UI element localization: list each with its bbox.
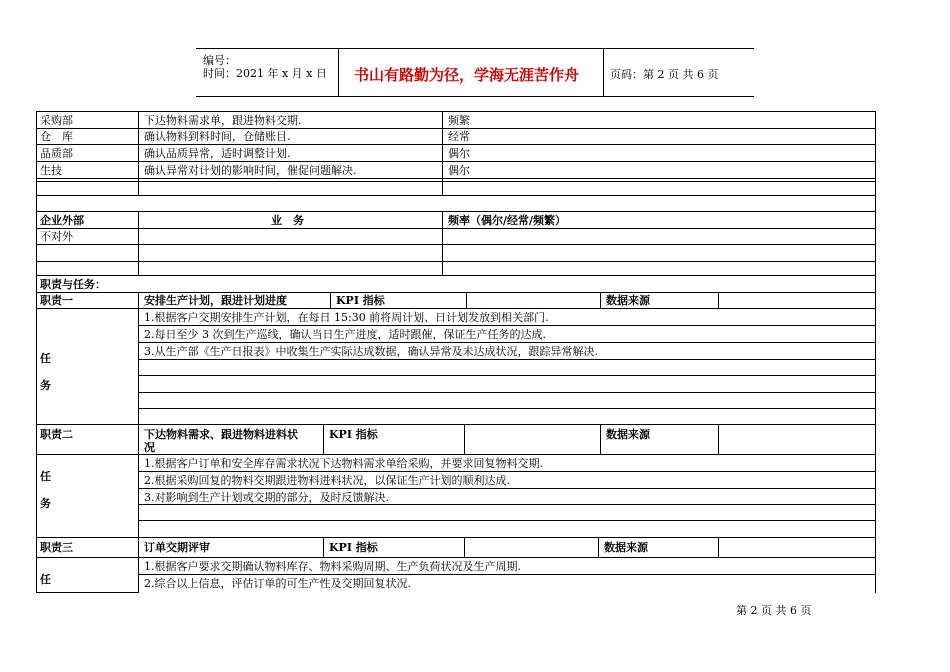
column-divider (464, 424, 465, 454)
header-bottom-border (196, 96, 754, 97)
column-divider (323, 424, 324, 454)
column-divider (718, 292, 719, 308)
row-border (138, 471, 876, 472)
row-border (138, 375, 876, 376)
task-label: 任 (40, 470, 51, 483)
header-divider (338, 48, 339, 97)
internal-dept-cell: 采购部 (40, 114, 73, 127)
task-label: 务 (40, 497, 51, 510)
row-border (36, 181, 876, 182)
kpi-label: KPI 指标 (336, 294, 385, 307)
row-border (36, 275, 876, 276)
row-border (36, 261, 876, 262)
header-motto: 书山有路勤为径，学海无涯苦作舟 (354, 66, 580, 84)
row-border (138, 342, 876, 343)
duty-label: 职责二 (40, 428, 73, 441)
internal-dept-cell: 品质部 (40, 147, 73, 160)
row-border (138, 504, 876, 505)
document-time: 时间：2021 年 x 月 x 日 (203, 67, 327, 80)
task-item: 3.从生产部《生产日报表》中收集生产实际达成数据，确认异常及未达成状况，跟踪异常解决. (144, 345, 598, 358)
column-divider (442, 111, 443, 195)
row-border (36, 144, 876, 145)
document-number-label: 编号： (203, 54, 236, 67)
task-item: 1.根据客户交期安排生产计划，在每日 15:30 前将周计划、日计划发放到相关部门. (144, 311, 549, 324)
column-divider (442, 211, 443, 275)
column-divider (138, 292, 139, 308)
column-divider (718, 424, 719, 454)
internal-business-cell: 确认物料到料时间，仓储账目. (144, 130, 291, 143)
row-border (36, 424, 876, 425)
duties-section-title: 职责与任务： (40, 278, 106, 291)
column-divider (598, 537, 599, 557)
row-border (36, 308, 876, 309)
internal-frequency-cell: 经常 (448, 130, 470, 143)
duty-title: 订单交期评审 (144, 541, 210, 554)
duty-title: 下达物料需求、跟进物料进料状 (144, 428, 298, 441)
column-divider (600, 424, 601, 454)
kpi-label: KPI 指标 (329, 541, 378, 554)
row-border (138, 520, 876, 521)
data-source-label: 数据来源 (606, 294, 650, 307)
column-divider (138, 557, 139, 593)
row-border (36, 211, 876, 212)
column-divider (323, 537, 324, 557)
duty-title-continued: 况 (144, 441, 155, 454)
column-divider (138, 111, 139, 195)
external-dept-header: 企业外部 (40, 214, 84, 227)
row-border (36, 128, 876, 129)
task-item: 2.综合以上信息，评估订单的可生产性及交期回复状况. (144, 577, 411, 590)
internal-frequency-cell: 频繁 (448, 114, 470, 127)
task-label: 任 (40, 573, 51, 586)
row-border (138, 488, 876, 489)
row-border (36, 292, 876, 293)
row-border (36, 111, 876, 112)
column-divider (138, 424, 139, 454)
page-footer: 第 2 页 共 6 页 (736, 604, 812, 617)
task-item: 3.对影响到生产计划或交期的部分，及时反馈解决. (144, 491, 389, 504)
data-source-label: 数据来源 (606, 428, 650, 441)
internal-frequency-cell: 偶尔 (448, 147, 470, 160)
task-item: 1.根据客户订单和安全库存需求状况下达物料需求单给采购，并要求回复物料交期. (144, 457, 543, 470)
row-border (138, 408, 876, 409)
column-divider (138, 537, 139, 557)
external-business-header: 业 务 (271, 214, 304, 227)
task-label: 务 (40, 379, 51, 392)
row-border (36, 244, 876, 245)
row-border (36, 161, 876, 162)
row-border (36, 592, 139, 593)
page-code: 页码：第 2 页 共 6 页 (610, 68, 719, 81)
data-source-label: 数据来源 (604, 541, 648, 554)
internal-dept-cell: 仓 库 (40, 130, 73, 143)
external-frequency-header: 频率（偶尔/经常/频繁） (448, 214, 567, 227)
task-label: 任 (40, 352, 51, 365)
table-left-border (36, 111, 37, 593)
row-border (138, 574, 876, 575)
header-divider (603, 48, 604, 97)
column-divider (600, 292, 601, 308)
task-item: 2.根据采购回复的物料交期跟进物料进料状况，以保证生产计划的顺利达成. (144, 474, 510, 487)
external-dept-cell: 不对外 (40, 230, 73, 243)
column-divider (138, 211, 139, 275)
row-border (36, 178, 876, 179)
row-border (138, 392, 876, 393)
duty-title: 安排生产计划，跟进计划进度 (144, 294, 287, 307)
task-item: 1.根据客户要求交期确认物料库存、物料采购周期、生产负荷状况及生产周期. (144, 560, 521, 573)
column-divider (330, 292, 331, 308)
row-border (36, 228, 876, 229)
column-divider (138, 454, 139, 537)
internal-dept-cell: 生技 (40, 164, 62, 177)
internal-business-cell: 下达物料需求单，跟进物料交期. (144, 114, 302, 127)
internal-business-cell: 确认品质异常，适时调整计划. (144, 147, 291, 160)
duty-label: 职责一 (40, 294, 73, 307)
row-border (138, 325, 876, 326)
column-divider (718, 537, 719, 557)
column-divider (466, 292, 467, 308)
internal-business-cell: 确认异常对计划的影响时间，催促问题解决. (144, 164, 357, 177)
task-item: 2.每日至少 3 次到生产巡线，确认当日生产进度，适时跟催，保证生产任务的达成. (144, 328, 546, 341)
internal-frequency-cell: 偶尔 (448, 164, 470, 177)
column-divider (464, 537, 465, 557)
kpi-label: KPI 指标 (329, 428, 378, 441)
row-border (138, 359, 876, 360)
row-border (36, 557, 876, 558)
row-border (36, 454, 876, 455)
row-border (36, 195, 876, 196)
header-top-border (196, 48, 754, 49)
row-border (36, 537, 876, 538)
duty-label: 职责三 (40, 541, 73, 554)
